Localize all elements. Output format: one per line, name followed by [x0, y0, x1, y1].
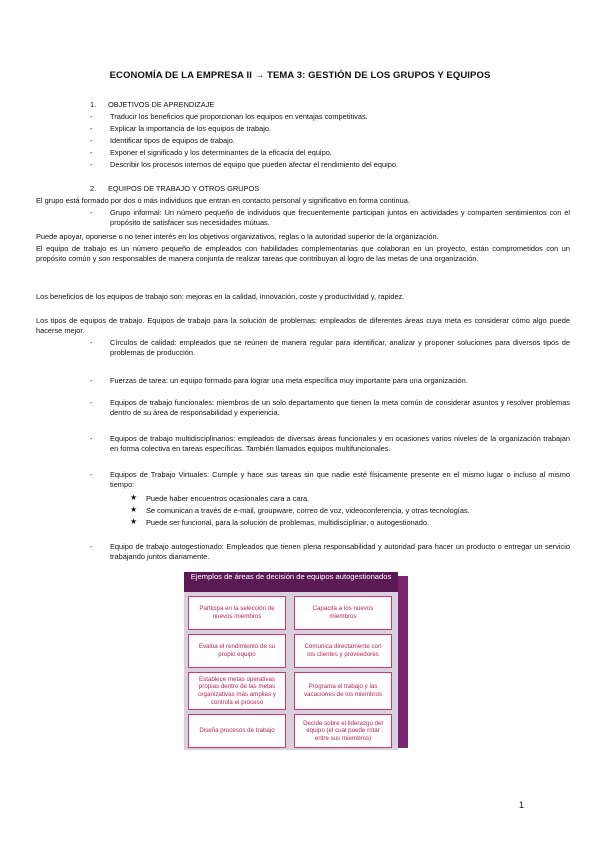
figure-body [184, 592, 398, 750]
star-icon: ★ [130, 517, 138, 526]
section2-title: EQUIPOS DE TRABAJO Y OTROS GRUPOS [108, 184, 260, 193]
decision-areas-figure [184, 572, 410, 756]
virtuales-item: - Equipos de Trabajo Virtuales: Cumple y hace sus tareas sin que nadie esté físicamente presente en el mismo lugar o incluso al mismo tiempo: [90, 470, 570, 489]
autogestionado-item: - Equipo de trabajo autogestionado: Empleados que tienen plena responsabilidad y autoridad para hacer un producto o entregar un servicio trabajando juntos diariamente. [90, 542, 570, 561]
apoyar-paragraph: Puede apoyar, oponerse o no tener interés en los objetivos organizativos, reglas o la autoridad superior de la organización. [36, 232, 439, 241]
beneficios-paragraph: Los beneficios de los equipos de trabajo son: mejoras en la calidad, innovación, coste y productividad y, rapidez. [36, 292, 405, 301]
figure-side-panel [398, 576, 408, 748]
figure-cell: Participa en la selección de nuevos miembros [188, 596, 286, 630]
multidisciplinarios-item: - Equipos de trabajo multidisciplinarios: empleados de diversas áreas funcionales y en ocasiones varios niveles de la organización trabajan en forma colectiva en tareas específicas. También llamados equipos multifuncionales. [90, 434, 570, 453]
circulos-calidad-item: - Círculos de calidad: empleados que se reúnen de manera regular para identificar, analizar y proponer soluciones para diversos tipos de problemas de producción. [90, 338, 570, 357]
figure-cell: Programa el trabajo y las vacaciones de los miembros [294, 672, 392, 710]
figure-cell: Establece metas operativas propias dentro de las metas organizativas más amplias y controla el proceso [188, 672, 286, 710]
funcionales-item: - Equipos de trabajo funcionales: miembros de un solo departamento que tienen la meta común de considerar asuntos y resolver problemas dentro de su área de responsabilidad y experiencia. [90, 398, 570, 417]
section1-title: OBJETIVOS DE APRENDIZAJE [108, 100, 215, 109]
section2-heading [90, 184, 259, 194]
equipo-paragraph: El equipo de trabajo es un número pequeño de empleados con habilidades complementarias que colaboran en un proyecto, están comprometidos con un propósito común y son responsables de manera conjunta de realizar tareas que contribuyan al logro de las metas de una organización. [36, 244, 570, 263]
tipos-paragraph: Los tipos de equipos de trabajo. Equipos de trabajo para la solución de problemas: empleados de diferentes áreas cuya meta es considerar cómo algo puede hacerse mejor. [36, 316, 570, 335]
star-icon: ★ [130, 493, 138, 502]
figure-cell: Decide sobre el liderazgo del equipo (el cual puede rotar entre sus miembros) [294, 714, 392, 748]
grupo-informal-item: - Grupo informal: Un número pequeño de individuos que frecuentemente participan juntos en actividades y comparten sentimientos con el propósito de satisfacer sus necesidades mútuas. [90, 208, 570, 227]
grupo-paragraph: El grupo está formado por dos o más individuos que entran en contacto personal y significativo en forma continua. [36, 196, 410, 205]
figure-cell: Evalúa el rendimiento de su propio equipo [188, 634, 286, 668]
section1-number: 1. [90, 100, 97, 109]
figure-cell: Diseña procesos de trabajo [188, 714, 286, 748]
figure-cell: Comunica directamente con los clientes y proveedores [294, 634, 392, 668]
document-title: ECONOMÍA DE LA EMPRESA II → TEMA 3: GESTIÓN DE LOS GRUPOS Y EQUIPOS [109, 70, 491, 81]
section1-heading [90, 100, 214, 110]
figure-cell: Capacita a los nuevos miembros [294, 596, 392, 630]
section2-number: 2. [90, 184, 97, 193]
figure-header: Ejemplos de áreas de decisión de equipos autogestionados [184, 572, 398, 592]
document-page: ECONOMÍA DE LA EMPRESA II → TEMA 3: GESTIÓN DE LOS GRUPOS Y EQUIPOS 1. OBJETIVOS DE APRENDIZAJE - Traducir los beneficios que proporcionan los equipos en ventajas competitivas. - Explicar la importancia de los equipos de trabajo. - Identificar tipos de equipos de trabajo. - Exponer el significado y los determinantes de la eficacia del equipo. - Describir los procesos internos de equipo que pueden afectar el rendimiento del equipo. 2. EQUIPOS DE TRABAJO Y OTROS GRUPOS El grupo está formado por dos o más individuos que entran en contacto personal y significativo en forma continua. - Grupo informal: Un número pequeño de individuos que frecuentemente participan juntos en actividades y comparten sentimientos con el propósito de satisfacer sus necesidades mútuas. Puede apoyar, oponerse o no tener interés en los objetivos organizativos, reglas o la autoridad superior de la organización. El equipo de trabajo es un número pequeño de empleados con habilidades complementarias que colaboran en un proyecto, están comprometidos con un propósito común y son responsables de manera conjunta de realizar tareas que contribuyan al logro de las metas de una organización. Los beneficios de los equipos de trabajo son: mejoras en la calidad, innovación, coste y productividad y, rapidez. Los tipos de equipos de trabajo. Equipos de trabajo para la solución de problemas: empleados de diferentes áreas cuya meta es considerar cómo algo puede hacerse mejor. - Círculos de calidad: empleados que se reúnen de manera regular para identificar, analizar y proponer soluciones para diversos tipos de problemas de producción. - Fuerzas de tarea: un equipo formado para lograr una meta específica muy importante para una organización. - Equipos de trabajo funcionales: miembros de un solo departamento que tienen la meta común de considerar asuntos y resolver problemas dentro de su área de responsabilidad y experiencia. - Equipos de trabajo multidisciplinarios: empleados de diversas áreas funcionales y en ocasiones varios niveles de la organización trabajan en forma colectiva en tareas específicas. También llamados equipos multifuncionales. - Equipos de Trabajo Virtuales: Cumple y hace sus tareas sin que nadie esté físicamente presente en el mismo lugar o incluso al mismo tiempo: ★ Puede haber encuentros ocasionales cara a cara. ★ Se comunican a través de e-mail, groupware, correo de voz, videoconferencia, y otras tecnologías. ★ Puede ser funcional, para la solución de problemas, multidisciplinar, o autogestionado. - Equipo de trabajo autogestionado: Empleados que tienen plena responsabilidad y autoridad para hacer un producto o entregar un servicio trabajando juntos diariamente. Participa en la selección de nuevos miembros Capacita a los nuevos miembros Evalúa el rendimiento de su propio equipo Comunica directamente con los clientes y proveedores Establece metas operativas propias dentro de las metas organizativas más amplias y controla el proceso Programa el trabajo y las vacaciones de los miembros Diseña procesos de trabajo Decide sobre el liderazgo del equipo (el cual puede rotar entre sus miembros) Ejemplos de áreas de decisión de equipos autogestionados 1 [0, 0, 600, 848]
star-icon: ★ [130, 505, 138, 514]
page-number: 1 [519, 800, 525, 810]
